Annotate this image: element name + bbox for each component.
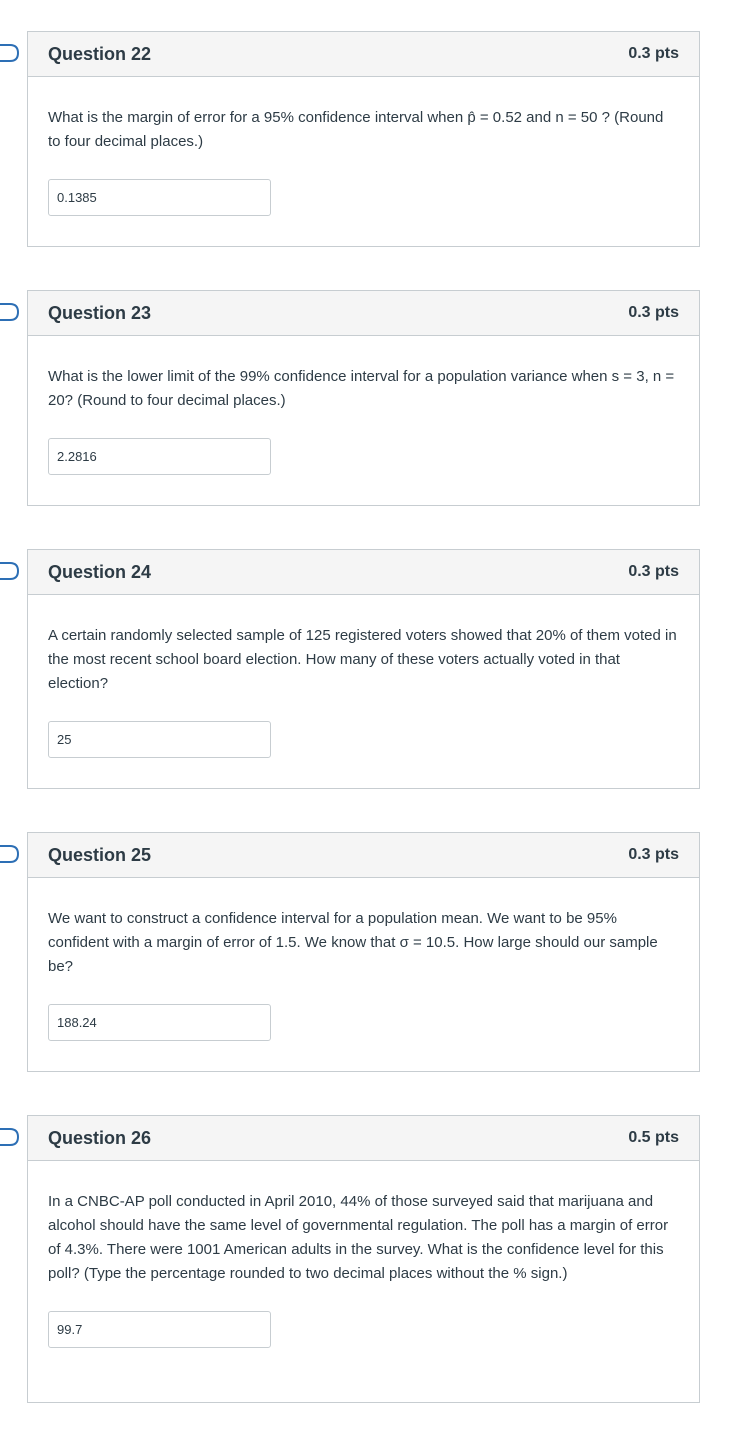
question-text: We want to construct a confidence interval for a population mean. We want to be 95% confident with a margin of error of 1.5. We know that σ = 10.5. How large should our sample be? [48,910,658,975]
question-body [28,336,699,475]
answer-input[interactable] [48,1004,271,1041]
question-body [28,77,699,216]
question-points: 0.3 pts [628,304,679,321]
answer-input[interactable] [48,1311,271,1348]
question-header [28,32,699,77]
question-25 [27,832,700,1072]
answer-input[interactable] [48,721,271,758]
bookmark-flag-icon[interactable] [0,44,20,62]
question-header [28,291,699,336]
question-23 [27,290,700,506]
bookmark-flag-icon[interactable] [0,562,20,580]
question-header [28,550,699,595]
bookmark-flag-icon[interactable] [0,845,20,863]
question-title: Question 25 [48,844,152,865]
question-title: Question 26 [48,1127,152,1148]
question-text: What is the lower limit of the 99% confidence interval for a population variance when s = 3, n = 20? (Round to four decimal places.) [48,368,675,409]
question-text: In a CNBC-AP poll conducted in April 2010, 44% of those surveyed said that marijuana and alcohol should have the same level of governmental regulation. The poll has a margin of error of 4.3%. There were 1001 American adults in the survey. What is the confidence level for this poll? (Type the percentage rounded to two decimal places without the % sign.) [48,1193,669,1282]
question-title: Question 22 [48,43,152,64]
question-points: 0.3 pts [628,846,679,863]
question-body [28,1161,699,1348]
bookmark-flag-icon[interactable] [0,1128,20,1146]
answer-input[interactable] [48,438,271,475]
question-header [28,833,699,878]
question-body [28,595,699,758]
question-points: 0.5 pts [628,1129,679,1146]
question-22 [27,31,700,247]
answer-input[interactable] [48,179,271,216]
question-points: 0.3 pts [628,563,679,580]
question-text: A certain randomly selected sample of 125 registered voters showed that 20% of them voted in the most recent school board election. How many of these voters actually voted in that election? [48,627,677,692]
question-26 [27,1115,700,1403]
question-body [28,878,699,1041]
question-24 [27,549,700,789]
question-text: What is the margin of error for a 95% confidence interval when p̂ = 0.52 and n = 50 ? (Round to four decimal places.) [48,109,664,150]
question-header [28,1116,699,1161]
question-points: 0.3 pts [628,45,679,62]
question-title: Question 24 [48,561,152,582]
bookmark-flag-icon[interactable] [0,303,20,321]
question-title: Question 23 [48,302,152,323]
